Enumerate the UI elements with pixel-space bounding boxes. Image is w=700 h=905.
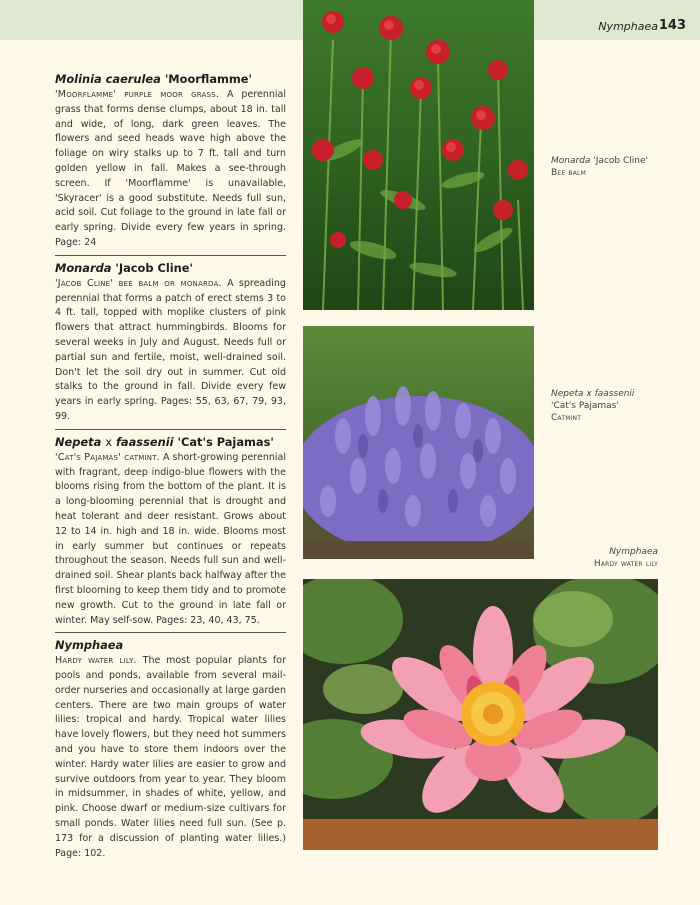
caption-name: Nepeta x faassenii bbox=[551, 389, 635, 399]
entry-common-name: 'Jacob Cline' bee balm or monarda. bbox=[55, 277, 222, 289]
entry-cultivar: 'Jacob Cline' bbox=[115, 260, 193, 275]
entry-common-name: 'Cat's Pajamas' catmint. bbox=[55, 451, 160, 463]
caption-nymphaea bbox=[594, 546, 658, 570]
entry-times: x bbox=[105, 434, 112, 449]
entry-body bbox=[55, 451, 286, 629]
caption-cultivar: 'Jacob Cline' bbox=[593, 156, 648, 166]
entry-genus: Nepeta bbox=[55, 434, 102, 449]
caption-monarda bbox=[551, 155, 648, 179]
entry-title bbox=[55, 261, 286, 276]
entry-common-name: 'Moorflamme' purple moor grass. bbox=[55, 89, 220, 100]
text-column bbox=[55, 72, 286, 861]
entry-title bbox=[55, 638, 286, 653]
entry-species: faassenii bbox=[115, 434, 174, 449]
entry-nepeta bbox=[55, 435, 286, 629]
entry-body bbox=[55, 654, 286, 861]
entry-nymphaea bbox=[55, 638, 286, 861]
caption-common: Catmint bbox=[551, 413, 582, 423]
divider bbox=[55, 255, 286, 256]
water-lily-photo bbox=[303, 579, 658, 850]
caption-common: Hardy water lily bbox=[593, 559, 658, 569]
caption-cultivar: 'Cat's Pajamas' bbox=[551, 401, 619, 411]
divider bbox=[55, 429, 286, 430]
running-head: Nymphaea bbox=[598, 20, 658, 33]
entry-genus: Nymphaea bbox=[55, 638, 124, 653]
caption-nepeta bbox=[551, 388, 634, 424]
entry-genus: Monarda bbox=[55, 260, 112, 275]
entry-text: A spreading perennial that forms a patch of erect stems 3 to 4 ft. tall, topped with moplike clusters of pink flowers that attract hummingbirds. Blooms for several weeks in July and August. Needs full or partial sun and fertile, moist, well-drained soil. Don't let the soil dry out in summer. Cut old stalks to the ground in fall. Divide every few years in early spring. Pages: 55, 63, 67, 79, 93, 99. bbox=[55, 277, 286, 422]
caption-name: Monarda bbox=[551, 156, 591, 166]
catmint-photo bbox=[303, 326, 534, 559]
entry-cultivar: 'Cat's Pajamas' bbox=[177, 434, 274, 449]
caption-common: Bee balm bbox=[551, 168, 586, 178]
entry-genus: Molinia caerulea bbox=[55, 72, 161, 86]
page-number: 143 bbox=[658, 18, 686, 33]
entry-body bbox=[55, 88, 286, 251]
divider bbox=[55, 632, 286, 633]
entry-text: A short-growing perennial with fragrant, deep indigo-blue flowers with the blooms rising from the bottom of the plant. It is a long-blooming perennial that is drought and heat tolerant and deer resistant. Grows about 12 to 14 in. high and 18 in. wide. Blooms most in early summer but continues or repeats throughout the season. Needs full sun and well-drained soil. Shear plants back halfway after the first blooming to keep them tidy and to promote new growth. Cut to the ground in late fall or winter. May self-sow. Pages: 23, 40, 43, 75. bbox=[55, 451, 286, 626]
entry-text: The most popular plants for pools and ponds, available from several mail-order nurseries and occasionally at large garden centers. There are two main groups of water lilies: tropical and hardy. Tropical water lilies have lovely flowers, but they need hot summers and you have to store them indoors over the winter. Hardy water lilies are easier to grow and survive outdoors from year to year. They bloom in midsummer, in shades of white, yellow, and pink. Choose dwarf or medium-size cultivars for small ponds. Water lilies need full sun. (See p. 173 for a discussion of planting water lilies.) Page: 102. bbox=[55, 655, 286, 859]
entry-monarda bbox=[55, 261, 286, 425]
caption-name: Nymphaea bbox=[609, 547, 658, 557]
entry-title bbox=[55, 435, 286, 450]
entry-molinia bbox=[55, 72, 286, 251]
entry-title bbox=[55, 72, 286, 87]
entry-cultivar: 'Moorflamme' bbox=[164, 72, 252, 86]
entry-body bbox=[55, 277, 286, 425]
bee-balm-photo bbox=[303, 0, 534, 310]
entry-common-name: Hardy water lily. bbox=[55, 655, 137, 667]
entry-text: A perennial grass that forms dense clumps, about 18 in. tall and wide, of long, dark green leaves. The flowers and seed heads wave high above the foliage on wiry stalks up to 7 ft. tall and turn golden yellow in fall. Makes a see-through screen. If 'Moorflamme' is unavailable, 'Skyracer' is a good substitute. Needs full sun, acid soil. Cut foliage to the ground in late fall or early spring. Divide every few years in spring. Page: 24 bbox=[55, 89, 286, 248]
